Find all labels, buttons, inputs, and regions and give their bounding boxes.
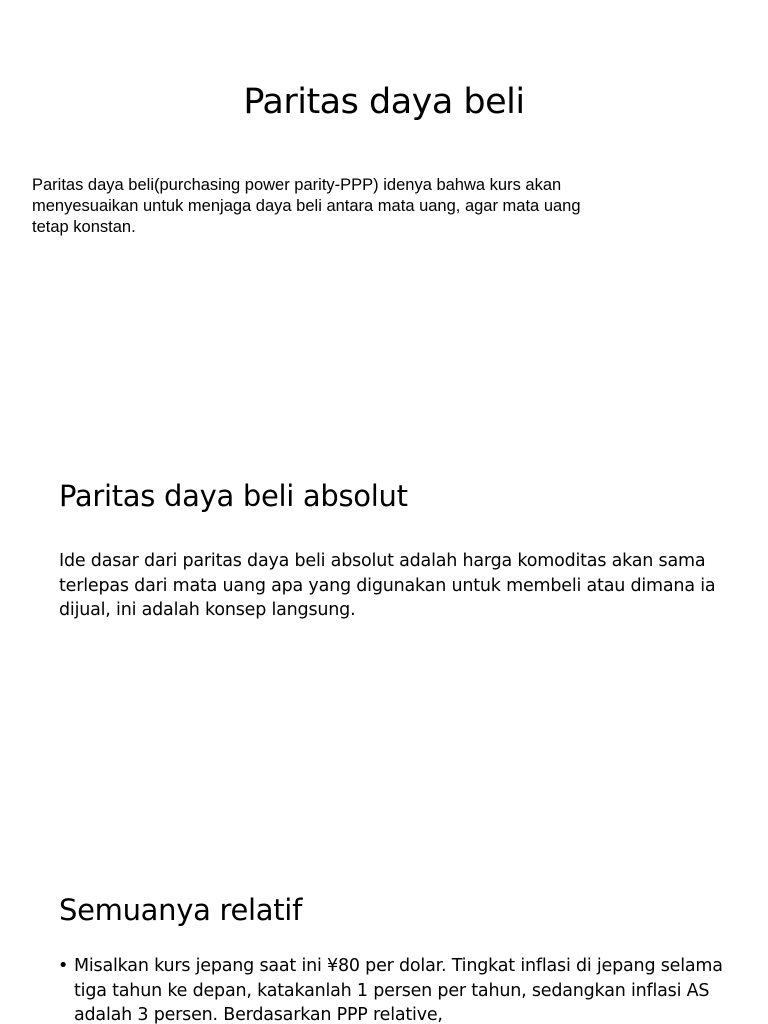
slide-ppp-intro [0,0,768,440]
bullet-text: Misalkan kurs jepang saat ini ¥80 per dolar. Tingkat inflasi di jepang selama tiga tahun ke depan, katakanlah 1 persen per tahun, sedangkan inflasi AS adalah 3 persen. Berdasarkan PPP relative, [74,956,723,1024]
slide-title: Semuanya relatif [59,893,302,927]
bullet-list [58,954,738,1024]
slide-title: Paritas daya beli [243,82,525,122]
slide-body-text: Ide dasar dari paritas daya beli absolut adalah harga komoditas akan sama terlepas dari mata uang apa yang digunakan untuk membeli atau dimana ia dijual, ini adalah konsep langsung. [59,551,716,620]
slide-ppp-relative [0,860,768,1024]
bullet-marker: • [58,956,69,976]
slide-ppp-absolute [0,440,768,860]
slide-title: Paritas daya beli absolut [59,479,408,513]
bullet-item [58,954,738,1024]
slide-body-text: Paritas daya beli(purchasing power parity-PPP) idenya bahwa kurs akan menyesuaikan untuk menjaga daya beli antara mata uang, agar mata uang tetap konstan. [32,176,581,236]
